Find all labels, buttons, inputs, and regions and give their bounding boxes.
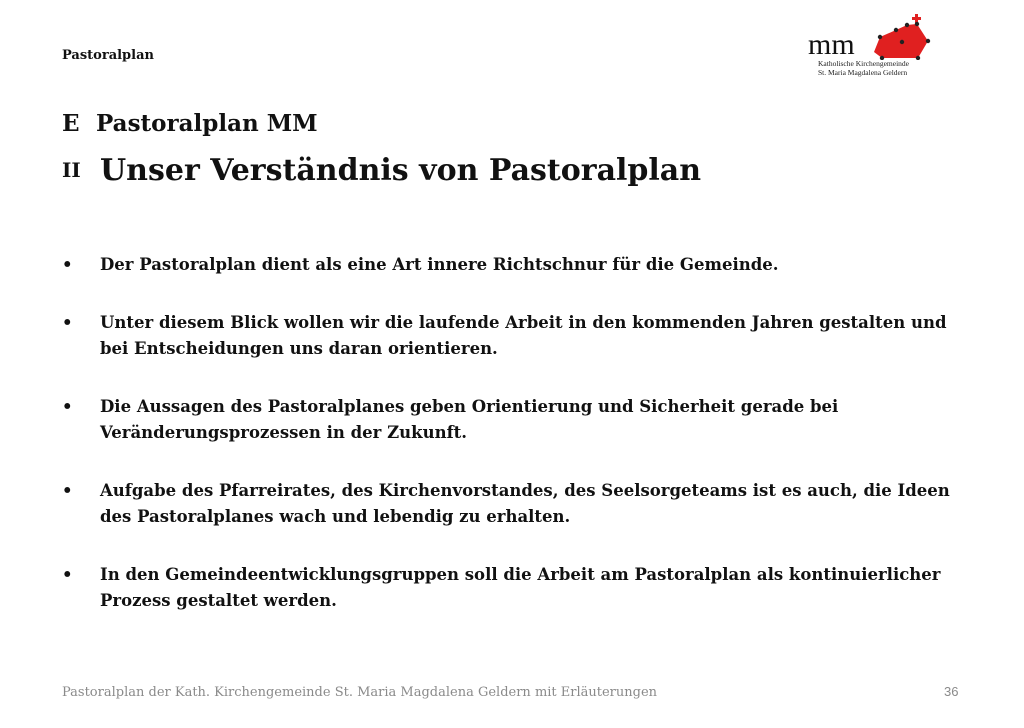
page-number: 36 (944, 684, 959, 699)
bullet-item (62, 478, 962, 530)
bullet-text: Unter diesem Blick wollen wir die laufende Arbeit in den kommenden Jahren gestalten und bei Entscheidungen uns daran orientieren. (100, 313, 947, 358)
bullet-icon: • (62, 255, 73, 274)
bullet-item (62, 310, 962, 362)
bullet-list (62, 252, 962, 646)
section-heading (62, 110, 318, 137)
bullet-text: Die Aussagen des Pastoralplanes geben Orientierung und Sicherheit gerade bei Veränderungsprozessen in der Zukunft. (100, 397, 839, 442)
bullet-icon: • (62, 481, 73, 500)
subsection-number: II (62, 158, 81, 182)
subsection-title: Unser Verständnis von Pastoralplan (100, 153, 702, 188)
bullet-icon: • (62, 565, 73, 584)
section-title: Pastoralplan MM (96, 110, 318, 137)
section-number: E (62, 110, 80, 137)
footer-text: Pastoralplan der Kath. Kirchengemeinde St. Maria Magdalena Geldern mit Erläuterungen (62, 685, 658, 700)
bullet-text: Aufgabe des Pfarreirates, des Kirchenvorstandes, des Seelsorgeteams ist es auch, die Ideen des Pastoralplanes wach und lebendig zu erhalten. (100, 481, 950, 526)
bullet-item (62, 562, 962, 614)
page-title (62, 153, 701, 188)
bullet-icon: • (62, 397, 73, 416)
logo-caption-line2: St. Maria Magdalena Geldern (818, 68, 908, 77)
bullet-item (62, 394, 962, 446)
header-label: Pastoralplan (62, 48, 154, 63)
bullet-text: In den Gemeindeentwicklungsgruppen soll die Arbeit am Pastoralplan als kontinuierlicher Prozess gestaltet werden. (100, 565, 941, 610)
bullet-item (62, 252, 962, 278)
logo-monogram: mm (808, 28, 855, 60)
logo-graphic (806, 12, 936, 60)
bullet-icon: • (62, 313, 73, 332)
logo-caption-line1: Katholische Kirchengemeinde (818, 59, 910, 68)
bullet-text: Der Pastoralplan dient als eine Art innere Richtschnur für die Gemeinde. (100, 255, 779, 274)
logo-caption (818, 59, 938, 77)
